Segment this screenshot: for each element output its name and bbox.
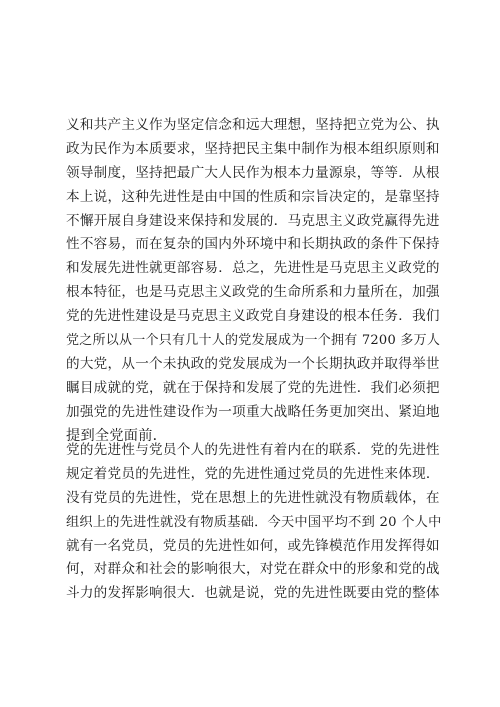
text-line: 政为民作为本质要求，坚持把民主集中制作为根本组织原则和: [66, 140, 440, 157]
text-line: 提到全党面前．: [66, 427, 168, 444]
paragraph-1: [66, 114, 442, 448]
text-line: 加强党的先进性建设作为一项重大战略任务更加突出、紧迫地: [66, 403, 440, 420]
text-line: 党的先进性与党员个人的先进性有着内在的联系．党的先进性: [66, 442, 440, 458]
text-line: 斗力的发挥影响很大．也就是说，党的先进性既要由党的整体: [66, 585, 440, 602]
text-line: 领导制度，坚持把最广大人民作为根本力量源泉，等等．从根: [66, 164, 440, 181]
text-line: 和发展先进性就更部容易．总之，先进性是马克思主义政党的: [66, 260, 440, 277]
text-line: 根本特征，也是马克思主义政党的生命所系和力量所在，加强: [66, 284, 440, 301]
text-line: 性不容易，而在复杂的国内外环境中和长期执政的条件下保持: [66, 236, 440, 253]
text-line: 党之所以从一个只有几十人的党发展成为一个拥有 7200 多万人: [66, 333, 441, 349]
text-line: 瞩目成就的党，就在于保持和发展了党的先进性．我们必须把: [66, 379, 440, 396]
text-line: 何，对群众和社会的影响很大，对党在群众中的形象和党的战: [66, 561, 440, 578]
text-line: 没有党员的先进性，党在思想上的先进性就没有物质载体，在: [66, 489, 440, 506]
text-line: 的大党，从一个未执政的党发展成为一个长期执政并取得举世: [66, 355, 440, 372]
text-line: 规定着党员的先进性，党的先进性通过党员的先进性来体现．: [66, 465, 440, 482]
paragraph-2: [66, 439, 442, 606]
text-line: 义和共产主义作为坚定信念和远大理想，坚持把立党为公、执: [66, 117, 440, 133]
text-line: 就有一名党员，党员的先进性如何，或先锋模范作用发挥得如: [66, 537, 440, 554]
text-line: 本上说，这种先进性是由中国的性质和宗旨决定的，是靠坚持: [66, 188, 440, 205]
text-line: 不懈开展自身建设来保持和发展的．马克思主义政党赢得先进: [66, 212, 440, 229]
text-line: 党的先进性建设是马克思主义政党自身建设的根本任务．我们: [66, 308, 440, 325]
text-line: 组织上的先进性就没有物质基础．今天中国平均不到 20 个人中: [66, 514, 442, 530]
